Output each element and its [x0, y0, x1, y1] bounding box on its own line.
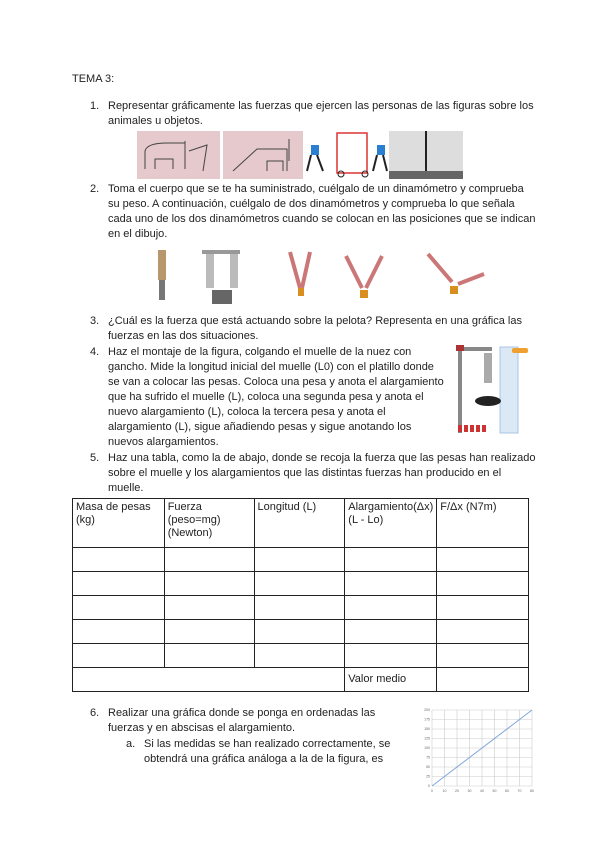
y-tick-label: 25 [426, 774, 430, 779]
exercise-6a [126, 737, 538, 770]
section-title: TEMA 3: [72, 73, 115, 85]
table-row [73, 548, 529, 572]
x-tick-label: 20 [455, 789, 459, 793]
dynamometer-figures-image [150, 248, 490, 306]
y-tick-label: 125 [424, 736, 430, 741]
table-footer-row [73, 668, 529, 692]
x-tick-label: 60 [505, 789, 509, 793]
header-masa: Masa de pesas (kg) [73, 499, 165, 548]
header-fuerza: Fuerza (peso=mg)(Newton) [164, 499, 254, 548]
table-row [73, 620, 529, 644]
forces-figures-image [137, 131, 463, 179]
x-tick-label: 70 [517, 789, 522, 793]
exercise-4 [90, 345, 538, 450]
exercise-3 [90, 314, 538, 344]
y-tick-label: 0 [428, 784, 430, 789]
x-tick-label: 0 [431, 789, 433, 793]
x-tick-label: 30 [467, 789, 472, 793]
exercise-1 [90, 99, 538, 129]
y-tick-label: 200 [424, 708, 430, 713]
header-longitud: Longitud (L) [254, 499, 345, 548]
x-tick-label: 40 [480, 789, 484, 793]
y-tick-label: 150 [424, 727, 430, 732]
item-text: Toma el cuerpo que se te ha suministrado, cuélgalo de un dinamómetro y comprueba su peso. A continuación, cuélgalo de dos dinamómetros y comprueba lo que señala cada uno de los dos dinamómetros cuando se colocan en las posiciones que se indican en el dibujo. [108, 183, 536, 240]
item-number: 2. [90, 183, 100, 195]
y-tick-label: 175 [424, 717, 430, 722]
item-number: 1. [90, 100, 100, 112]
table-row [73, 596, 529, 620]
data-table [72, 498, 529, 692]
table-header-row [73, 499, 529, 548]
item-text: Haz una tabla, como la de abajo, donde se recoja la fuerza que las pesas han realizado sobre el muelle y los alargamientos que las distintas fuerzas han producido en el muelle. [108, 452, 536, 494]
y-tick-label: 75 [426, 755, 430, 760]
x-tick-label: 10 [442, 789, 447, 793]
exercise-5 [90, 451, 538, 496]
item-number: a. [126, 738, 136, 750]
item-text: Si las medidas se han realizado correctamente, se obtendrá una gráfica análoga a la de la figura, es [144, 738, 391, 765]
item-number: 5. [90, 452, 100, 464]
exercise-2 [90, 182, 538, 242]
table-row [73, 644, 529, 668]
document-body [76, 99, 538, 800]
item-text: Representar gráficamente las fuerzas que ejercen las personas de las figuras sobre los animales u objetos. [108, 100, 534, 127]
item-number: 4. [90, 346, 100, 358]
item-number: 6. [90, 707, 100, 719]
item-number: 3. [90, 315, 100, 327]
valor-medio-label: Valor medio [345, 668, 437, 692]
item-text: Haz el montaje de la figura, colgando el muelle de la nuez con gancho. Mide la longitud inicial del muelle (L0) con el platillo donde se van a colocar las pesas. Coloca una pesa y anota el alargamiento que ha sufrido el muelle (L), coloca una segunda pesa y anota el nuevo alargamiento (L), coloca la tercera pesa y anota el alargamiento (L), sigue añadiendo pesas y sigue anotando los nuevos alargamientos. [108, 346, 444, 448]
x-tick-label: 50 [492, 789, 497, 793]
item-text: ¿Cuál es la fuerza que está actuando sobre la pelota? Representa en una gráfica las fuerzas en las dos situaciones. [108, 315, 522, 342]
y-tick-label: 100 [424, 746, 430, 751]
x-tick-label: 80 [530, 789, 534, 793]
item-text: Realizar una gráfica donde se ponga en ordenadas las fuerzas y en abscisas el alargamiento. [108, 707, 376, 734]
y-tick-label: 50 [426, 765, 430, 770]
header-constante: F/Δx (N7m) [437, 499, 529, 548]
exercise-6 [90, 706, 538, 736]
table-row [73, 572, 529, 596]
header-alargamiento: Alargamiento(Δx) (L - Lo) [345, 499, 437, 548]
